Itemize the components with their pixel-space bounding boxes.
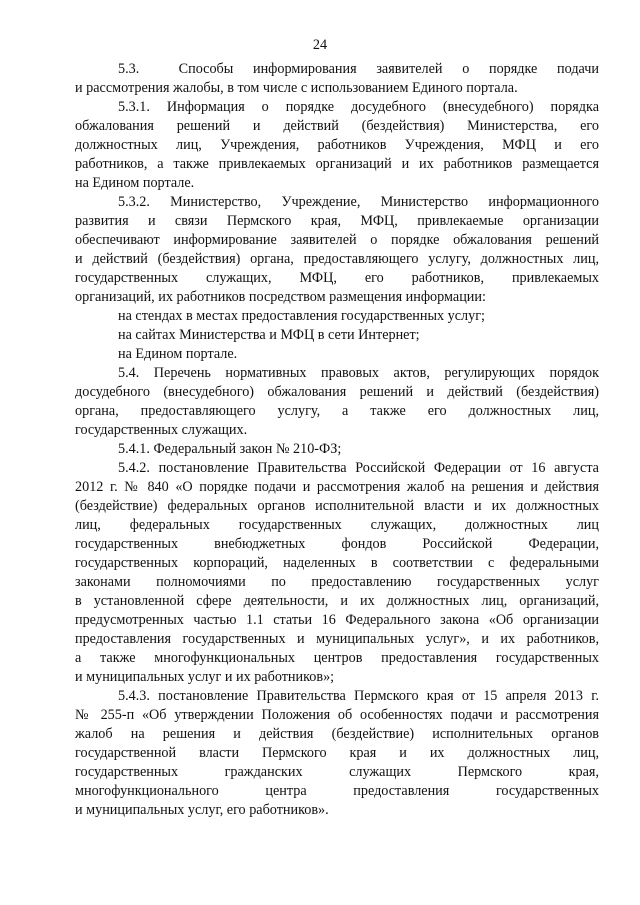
text-line: 5.3.1. Информация о порядке досудебного (внесудебного) порядка [118, 99, 599, 115]
text-line: на сайтах Министерства и МФЦ в сети Интернет; [118, 327, 420, 343]
page-number: 24 [312, 37, 328, 53]
text-line: 5.4. Перечень нормативных правовых актов, регулирующих порядок [118, 365, 599, 381]
text-line: развития и связи Пермского края, МФЦ, привлекаемые организации [75, 213, 599, 229]
text-line: государственных служащих. [75, 422, 248, 438]
text-line: органа, предоставляющего услугу, а также его должностных лиц, [75, 403, 599, 419]
text-line: обжалования решений и действий (бездействия) Министерства, его [75, 118, 599, 134]
text-line: и рассмотрения жалобы, в том числе с использованием Единого портала. [75, 80, 518, 96]
text-line: предоставления государственных и муниципальных услуг», и их работников, [75, 631, 599, 647]
text-line: обеспечивают информирование заявителей о порядке обжалования решений [75, 232, 599, 248]
paragraph-list-1 [75, 307, 599, 326]
text-line: должностных лиц, Учреждения, работников Учреждения, МФЦ и его [75, 137, 599, 153]
text-line: законами полномочиями по предоставлению государственных услуг [75, 574, 599, 590]
text-line: работников, а также привлекаемых организаций и их работников размещается [75, 156, 599, 172]
text-line: и муниципальных услуг, его работников». [75, 802, 329, 818]
text-line: государственных гражданских служащих Пермского края, [75, 764, 599, 780]
paragraph-5-4-1 [75, 440, 599, 459]
text-line: № 255-п «Об утверждении Положения об особенностях подачи и рассмотрения [75, 707, 599, 723]
paragraph-5-3-2 [75, 193, 599, 307]
text-line: предусмотренных частью 1.1 статьи 16 Федерального закона «Об организации [75, 612, 599, 628]
paragraph-5-4 [75, 364, 599, 440]
paragraph-5-4-2 [75, 459, 599, 687]
text-line: 5.3.2. Министерство, Учреждение, Министерство информационного [118, 194, 599, 210]
text-line: досудебного (внесудебного) обжалования решений и действий (бездействия) [75, 384, 599, 400]
text-line: жалоб на решения и действия (бездействие) исполнительных органов [75, 726, 599, 742]
text-line: государственных корпораций, наделенных в соответствии с федеральными [75, 555, 599, 571]
paragraph-5-3 [75, 60, 599, 98]
text-line: государственной власти Пермского края и их должностных лиц, [75, 745, 599, 761]
paragraph-5-3-1 [75, 98, 599, 193]
text-line: 2012 г. № 840 «О порядке подачи и рассмотрения жалоб на решения и действия [75, 479, 599, 495]
text-line: организаций, их работников посредством размещения информации: [75, 289, 486, 305]
text-line: лиц, федеральных государственных служащих, должностных лиц [75, 517, 599, 533]
text-line: 5.3. Способы информирования заявителей о порядке подачи [118, 61, 599, 77]
paragraph-list-3 [75, 345, 599, 364]
text-line: 5.4.3. постановление Правительства Пермского края от 15 апреля 2013 г. [118, 688, 599, 704]
text-line: и муниципальных услуг и их работников»; [75, 669, 335, 685]
text-line: и действий (бездействия) органа, предоставляющего услугу, должностных лиц, [75, 251, 599, 267]
text-line: 5.4.1. Федеральный закон № 210-ФЗ; [118, 441, 342, 457]
text-line: в установленной сфере деятельности, и их должностных лиц, организаций, [75, 593, 599, 609]
text-line: (бездействие) федеральных органов исполнительной власти и их должностных [75, 498, 599, 514]
text-line: 5.4.2. постановление Правительства Российской Федерации от 16 августа [118, 460, 599, 476]
text-line: на Едином портале. [118, 346, 238, 362]
text-line: государственных внебюджетных фондов Российской Федерации, [75, 536, 599, 552]
paragraph-5-4-3 [75, 687, 599, 820]
paragraph-list-2 [75, 326, 599, 345]
text-line: на стендах в местах предоставления государственных услуг; [118, 308, 485, 324]
text-line: а также многофункциональных центров предоставления государственных [75, 650, 599, 666]
text-line: государственных служащих, МФЦ, его работников, привлекаемых [75, 270, 599, 286]
document-body [75, 60, 599, 820]
text-line: многофункционального центра предоставления государственных [75, 783, 599, 799]
text-line: на Едином портале. [75, 175, 195, 191]
